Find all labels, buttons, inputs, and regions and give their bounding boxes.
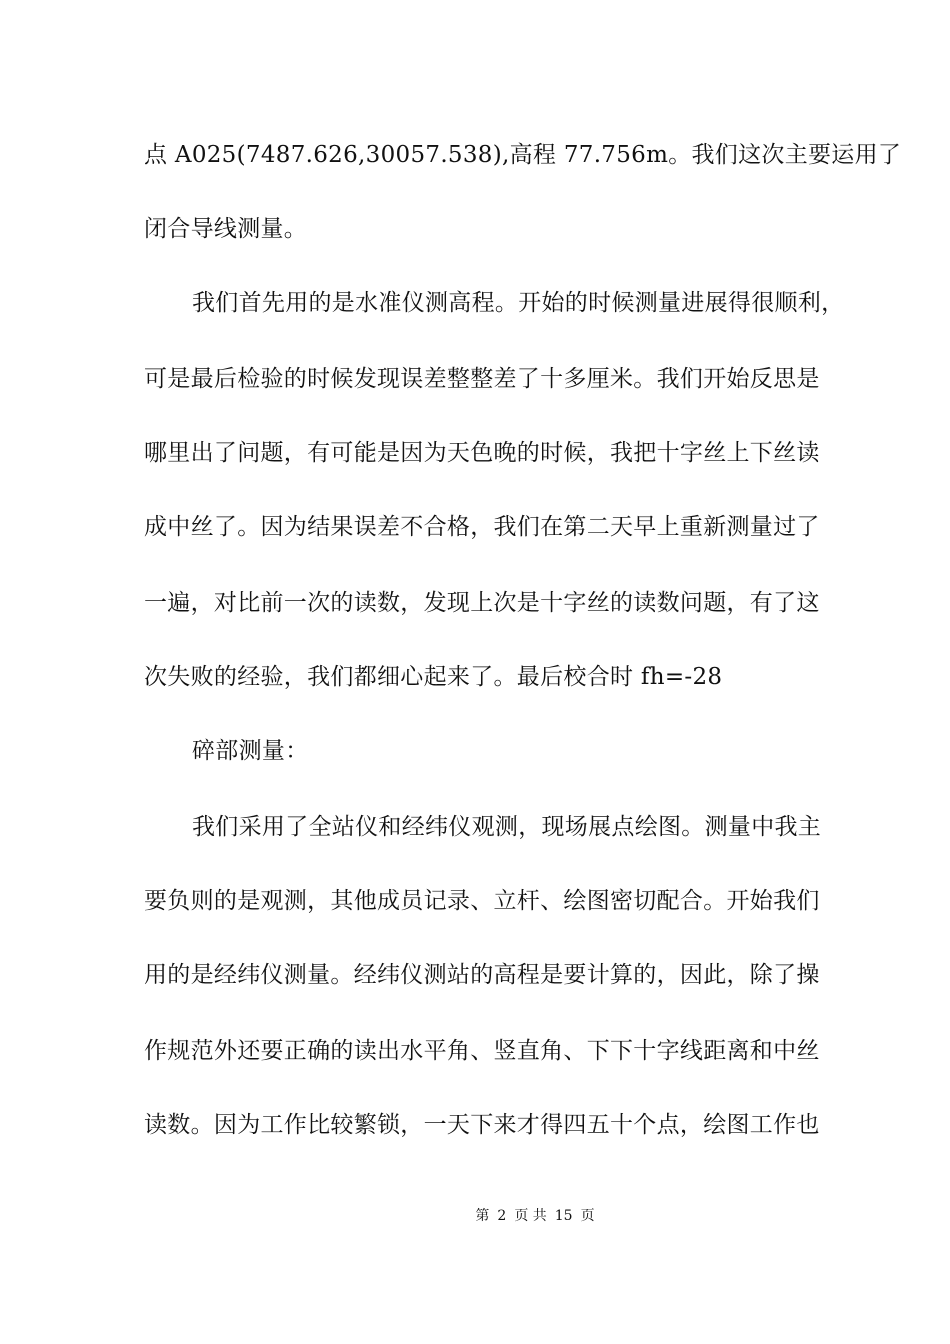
text-line-5: 哪里出了问题，有可能是因为天色晚的时候，我把十字丝上下丝读 <box>144 440 820 466</box>
footer-page-number: 2 <box>497 1208 507 1224</box>
text-line-8: 次失败的经验，我们都细心起来了。最后校合时 fh=-28 <box>144 664 723 690</box>
text-line-13: 作规范外还要正确的读出水平角、竖直角、下下十字线距离和中丝 <box>144 1038 820 1064</box>
page-footer <box>0 1207 950 1225</box>
text-line-7: 一遍，对比前一次的读数，发现上次是十字丝的读数问题，有了这 <box>144 590 820 616</box>
text-line-14: 读数。因为工作比较繁锁，一天下来才得四五十个点，绘图工作也 <box>144 1112 820 1138</box>
text-line-10: 我们采用了全站仪和经纬仪观测，现场展点绘图。测量中我主 <box>192 814 822 840</box>
text-line-3: 我们首先用的是水准仪测高程。开始的时候测量进展得很顺利， <box>192 290 845 316</box>
footer-total-pages: 15 <box>554 1208 573 1224</box>
footer-prefix: 第 <box>475 1208 490 1224</box>
text-line-12: 用的是经纬仪测量。经纬仪测站的高程是要计算的，因此，除了操 <box>144 962 820 988</box>
text-line-6: 成中丝了。因为结果误差不合格，我们在第二天早上重新测量过了 <box>144 514 820 540</box>
footer-suffix: 页 <box>580 1208 595 1224</box>
footer-mid: 页 共 <box>514 1208 547 1224</box>
section-heading: 碎部测量： <box>192 738 309 764</box>
text-line-2: 闭合导线测量。 <box>144 216 308 242</box>
text-line-1: 点 A025(7487.626,30057.538),高程 77.756m。我们这次主要运用了 <box>144 142 902 168</box>
text-line-4: 可是最后检验的时候发现误差整整差了十多厘米。我们开始反思是 <box>144 366 820 392</box>
text-line-11: 要负则的是观测，其他成员记录、立杆、绘图密切配合。开始我们 <box>144 888 820 914</box>
